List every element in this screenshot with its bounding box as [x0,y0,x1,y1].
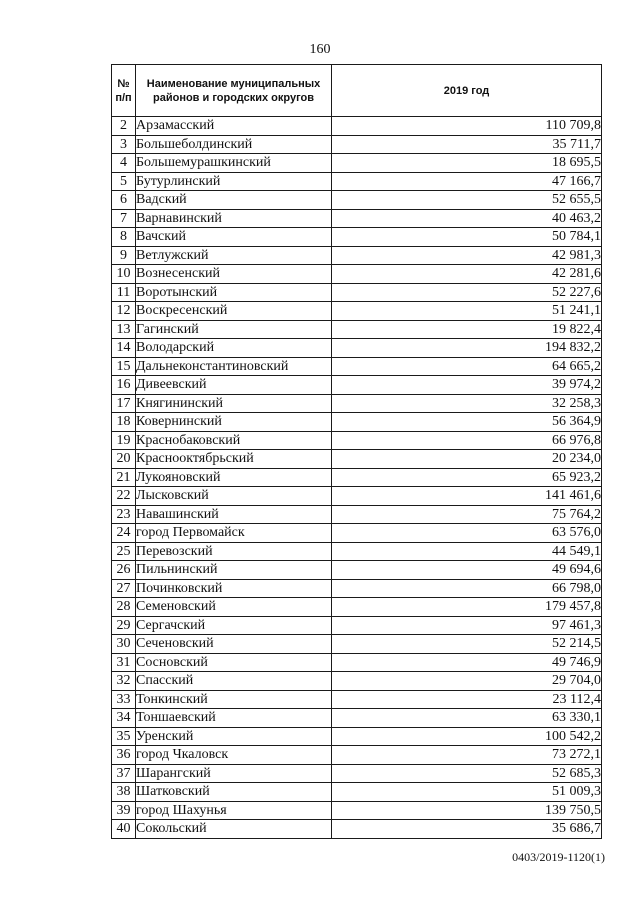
row-value-cell: 194 832,2 [332,339,602,358]
table-row [112,339,602,358]
row-value-cell: 40 463,2 [332,209,602,228]
table-row [112,302,602,321]
row-name-cell: Спасский [136,672,332,691]
row-name-cell: Володарский [136,339,332,358]
header-name: Наименование муниципальных районов и городских округов [136,65,332,117]
row-number-cell: 15 [112,357,136,376]
table-row [112,542,602,561]
row-value-cell: 100 542,2 [332,727,602,746]
row-name-cell: Большеболдинский [136,135,332,154]
row-name-cell: Воротынский [136,283,332,302]
row-number-cell: 17 [112,394,136,413]
row-value-cell: 23 112,4 [332,690,602,709]
row-number-cell: 6 [112,191,136,210]
table-row [112,672,602,691]
table-row [112,746,602,765]
row-name-cell: Тоншаевский [136,709,332,728]
table-row [112,117,602,136]
row-value-cell: 66 976,8 [332,431,602,450]
row-value-cell: 97 461,3 [332,616,602,635]
table-row [112,376,602,395]
table-row [112,579,602,598]
page-number: 160 [309,42,331,57]
row-value-cell: 75 764,2 [332,505,602,524]
row-value-cell: 42 281,6 [332,265,602,284]
table-body [112,117,602,839]
table-row [112,505,602,524]
header-number: № п/п [112,65,136,117]
row-name-cell: Уренский [136,727,332,746]
row-value-cell: 73 272,1 [332,746,602,765]
row-number-cell: 34 [112,709,136,728]
row-value-cell: 49 694,6 [332,561,602,580]
row-number-cell: 29 [112,616,136,635]
table-row [112,265,602,284]
row-number-cell: 26 [112,561,136,580]
row-number-cell: 5 [112,172,136,191]
table-row [112,357,602,376]
row-name-cell: Сокольский [136,820,332,839]
table-row [112,135,602,154]
row-value-cell: 47 166,7 [332,172,602,191]
row-value-cell: 39 974,2 [332,376,602,395]
row-name-cell: Тонкинский [136,690,332,709]
row-number-cell: 36 [112,746,136,765]
document-code: 0403/2019-1120(1) [512,850,605,864]
table-row [112,764,602,783]
row-number-cell: 28 [112,598,136,617]
row-number-cell: 14 [112,339,136,358]
row-name-cell: Краснооктябрьский [136,450,332,469]
row-name-cell: Пильнинский [136,561,332,580]
table-header-row [112,65,602,117]
row-value-cell: 52 214,5 [332,635,602,654]
row-name-cell: город Первомайск [136,524,332,543]
row-number-cell: 19 [112,431,136,450]
row-name-cell: Лысковский [136,487,332,506]
table-row [112,246,602,265]
row-number-cell: 37 [112,764,136,783]
row-value-cell: 50 784,1 [332,228,602,247]
row-number-cell: 11 [112,283,136,302]
row-name-cell: город Чкаловск [136,746,332,765]
row-name-cell: город Шахунья [136,801,332,820]
table-row [112,394,602,413]
row-value-cell: 52 227,6 [332,283,602,302]
row-name-cell: Княгининский [136,394,332,413]
table-row [112,616,602,635]
row-number-cell: 23 [112,505,136,524]
row-name-cell: Вознесенский [136,265,332,284]
table-row [112,635,602,654]
row-number-cell: 40 [112,820,136,839]
row-name-cell: Сосновский [136,653,332,672]
row-value-cell: 52 655,5 [332,191,602,210]
table-row [112,690,602,709]
row-number-cell: 32 [112,672,136,691]
row-number-cell: 10 [112,265,136,284]
row-name-cell: Вачский [136,228,332,247]
row-value-cell: 20 234,0 [332,450,602,469]
row-number-cell: 9 [112,246,136,265]
row-number-cell: 27 [112,579,136,598]
table-row [112,228,602,247]
table-row [112,801,602,820]
row-name-cell: Навашинский [136,505,332,524]
table-row [112,450,602,469]
row-value-cell: 56 364,9 [332,413,602,432]
row-number-cell: 2 [112,117,136,136]
row-number-cell: 13 [112,320,136,339]
row-name-cell: Краснобаковский [136,431,332,450]
row-value-cell: 49 746,9 [332,653,602,672]
table-row [112,283,602,302]
row-name-cell: Гагинский [136,320,332,339]
row-name-cell: Шатковский [136,783,332,802]
table-row [112,783,602,802]
table-row [112,561,602,580]
table-row [112,154,602,173]
table-row [112,320,602,339]
table-row [112,524,602,543]
row-value-cell: 29 704,0 [332,672,602,691]
table-row [112,209,602,228]
table-row [112,172,602,191]
row-number-cell: 33 [112,690,136,709]
row-number-cell: 8 [112,228,136,247]
row-value-cell: 35 686,7 [332,820,602,839]
row-number-cell: 21 [112,468,136,487]
row-value-cell: 51 009,3 [332,783,602,802]
row-value-cell: 52 685,3 [332,764,602,783]
table-row [112,487,602,506]
row-number-cell: 3 [112,135,136,154]
table-row [112,413,602,432]
row-number-cell: 38 [112,783,136,802]
row-number-cell: 22 [112,487,136,506]
table-row [112,820,602,839]
budget-table [111,64,602,839]
row-value-cell: 110 709,8 [332,117,602,136]
row-name-cell: Ковернинский [136,413,332,432]
row-number-cell: 24 [112,524,136,543]
row-number-cell: 18 [112,413,136,432]
row-value-cell: 63 576,0 [332,524,602,543]
row-value-cell: 51 241,1 [332,302,602,321]
row-name-cell: Сеченовский [136,635,332,654]
table-row [112,598,602,617]
row-value-cell: 32 258,3 [332,394,602,413]
row-name-cell: Семеновский [136,598,332,617]
table-row [112,709,602,728]
row-name-cell: Сергачский [136,616,332,635]
row-name-cell: Дальнеконстантиновский [136,357,332,376]
row-number-cell: 30 [112,635,136,654]
row-value-cell: 44 549,1 [332,542,602,561]
table-row [112,431,602,450]
row-name-cell: Вадский [136,191,332,210]
row-name-cell: Перевозский [136,542,332,561]
row-value-cell: 139 750,5 [332,801,602,820]
row-number-cell: 16 [112,376,136,395]
row-name-cell: Лукояновский [136,468,332,487]
row-number-cell: 35 [112,727,136,746]
row-name-cell: Воскресенский [136,302,332,321]
row-number-cell: 7 [112,209,136,228]
row-number-cell: 20 [112,450,136,469]
table-row [112,468,602,487]
row-number-cell: 39 [112,801,136,820]
row-value-cell: 18 695,5 [332,154,602,173]
row-value-cell: 35 711,7 [332,135,602,154]
row-value-cell: 65 923,2 [332,468,602,487]
row-value-cell: 42 981,3 [332,246,602,265]
header-year: 2019 год [332,65,602,117]
row-value-cell: 141 461,6 [332,487,602,506]
row-name-cell: Дивеевский [136,376,332,395]
row-name-cell: Починковский [136,579,332,598]
row-number-cell: 12 [112,302,136,321]
row-name-cell: Варнавинский [136,209,332,228]
table-row [112,653,602,672]
row-value-cell: 63 330,1 [332,709,602,728]
table-row [112,191,602,210]
row-value-cell: 179 457,8 [332,598,602,617]
row-number-cell: 4 [112,154,136,173]
row-name-cell: Бутурлинский [136,172,332,191]
row-name-cell: Ветлужский [136,246,332,265]
table-row [112,727,602,746]
row-value-cell: 64 665,2 [332,357,602,376]
row-name-cell: Арзамасский [136,117,332,136]
row-name-cell: Большемурашкинский [136,154,332,173]
row-number-cell: 25 [112,542,136,561]
row-value-cell: 19 822,4 [332,320,602,339]
row-name-cell: Шарангский [136,764,332,783]
row-number-cell: 31 [112,653,136,672]
row-value-cell: 66 798,0 [332,579,602,598]
